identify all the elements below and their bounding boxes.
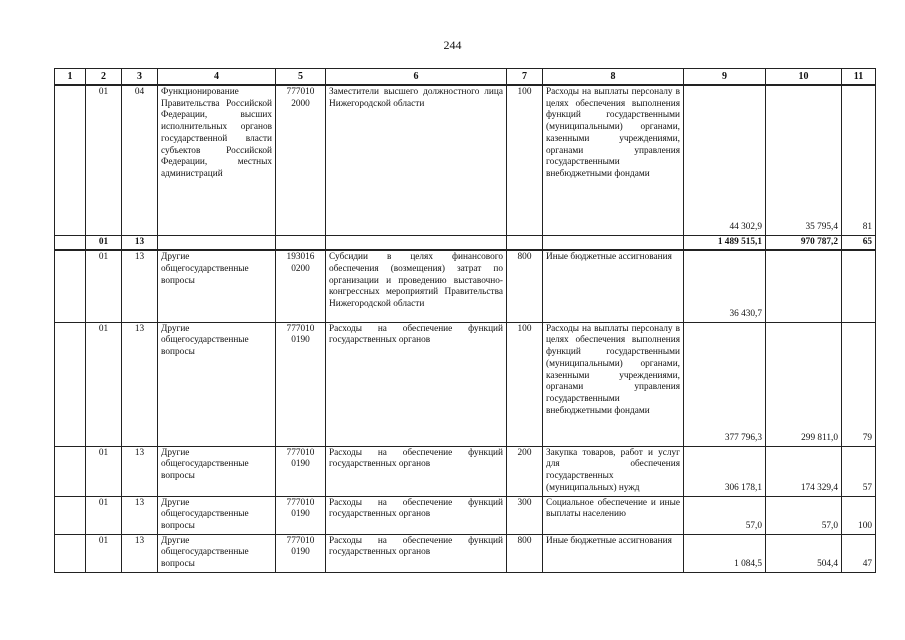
cell-subsection: 13 — [122, 235, 158, 250]
cell-subsection: 13 — [122, 496, 158, 534]
column-header: 6 — [326, 69, 507, 86]
cell-expense-name: Расходы на обеспечение функций государственных органов — [326, 322, 507, 446]
cell-percent: 79 — [842, 322, 876, 446]
cell-expense-type-code: 100 — [507, 85, 543, 235]
cell-section: 01 — [86, 85, 122, 235]
table-row — [55, 534, 876, 572]
cell-expense-name: Расходы на обеспечение функций государственных органов — [326, 534, 507, 572]
cell-subsection: 04 — [122, 85, 158, 235]
cell-expense-type-code: 800 — [507, 534, 543, 572]
cell-expense-type-code: 800 — [507, 250, 543, 322]
column-header: 10 — [766, 69, 842, 86]
cell-section-name: Другие общегосударственные вопросы — [158, 534, 276, 572]
cell-expense-type-code: 200 — [507, 446, 543, 496]
cell-section: 01 — [86, 235, 122, 250]
cell-subsection: 13 — [122, 446, 158, 496]
cell-expense-type-code: 100 — [507, 322, 543, 446]
cell-amount-executed: 174 329,4 — [766, 446, 842, 496]
cell-amount-planned: 377 796,3 — [684, 322, 766, 446]
cell-amount-executed: 299 811,0 — [766, 322, 842, 446]
cell-amount-planned: 57,0 — [684, 496, 766, 534]
cell-col1 — [55, 235, 86, 250]
cell-target-article — [276, 235, 326, 250]
budget-table — [54, 68, 876, 573]
column-header-row — [55, 69, 876, 86]
column-header: 1 — [55, 69, 86, 86]
cell-expense-name: Субсидии в целях финансового обеспечения (возмещения) затрат по организации и проведению выставочно-конгрессных мероприятий Правительства Нижегородской области — [326, 250, 507, 322]
cell-col1 — [55, 496, 86, 534]
cell-target-article: 777010 0190 — [276, 534, 326, 572]
subtotal-row — [55, 235, 876, 250]
cell-expense-name — [326, 235, 507, 250]
cell-target-article: 777010 0190 — [276, 496, 326, 534]
cell-section-name: Другие общегосударственные вопросы — [158, 446, 276, 496]
cell-expense-type-name: Закупка товаров, работ и услуг для обеспечения государственных (муниципальных) нужд — [543, 446, 684, 496]
cell-subsection: 13 — [122, 250, 158, 322]
cell-section-name: Другие общегосударственные вопросы — [158, 322, 276, 446]
column-header: 9 — [684, 69, 766, 86]
cell-amount-planned: 36 430,7 — [684, 250, 766, 322]
cell-subsection: 13 — [122, 322, 158, 446]
column-header: 5 — [276, 69, 326, 86]
cell-amount-executed: 57,0 — [766, 496, 842, 534]
cell-amount-executed: 35 795,4 — [766, 85, 842, 235]
table-row — [55, 250, 876, 322]
cell-section-name — [158, 235, 276, 250]
cell-target-article: 193016 0200 — [276, 250, 326, 322]
table-row — [55, 322, 876, 446]
cell-section: 01 — [86, 496, 122, 534]
cell-col1 — [55, 534, 86, 572]
cell-target-article: 777010 2000 — [276, 85, 326, 235]
cell-target-article: 777010 0190 — [276, 322, 326, 446]
column-header: 2 — [86, 69, 122, 86]
cell-percent: 100 — [842, 496, 876, 534]
cell-expense-type-name: Иные бюджетные ассигнования — [543, 250, 684, 322]
cell-section: 01 — [86, 446, 122, 496]
cell-percent — [842, 250, 876, 322]
cell-expense-name: Расходы на обеспечение функций государственных органов — [326, 446, 507, 496]
cell-expense-type-name: Социальное обеспечение и иные выплаты населению — [543, 496, 684, 534]
column-header: 7 — [507, 69, 543, 86]
cell-section-name: Функционирование Правительства Российской Федерации, высших исполнительных органов государственной власти субъектов Российской Федерации, местных администраций — [158, 85, 276, 235]
cell-percent: 47 — [842, 534, 876, 572]
cell-amount-planned: 306 178,1 — [684, 446, 766, 496]
cell-expense-type-name: Иные бюджетные ассигнования — [543, 534, 684, 572]
table-row — [55, 85, 876, 235]
cell-col1 — [55, 322, 86, 446]
column-header: 8 — [543, 69, 684, 86]
page-number: 244 — [443, 38, 462, 52]
cell-expense-type-code — [507, 235, 543, 250]
cell-subsection: 13 — [122, 534, 158, 572]
cell-amount-planned: 1 084,5 — [684, 534, 766, 572]
cell-expense-type-name — [543, 235, 684, 250]
table-row — [55, 496, 876, 534]
cell-expense-name: Расходы на обеспечение функций государственных органов — [326, 496, 507, 534]
column-header: 11 — [842, 69, 876, 86]
cell-section-name: Другие общегосударственные вопросы — [158, 496, 276, 534]
cell-amount-planned: 44 302,9 — [684, 85, 766, 235]
cell-percent: 81 — [842, 85, 876, 235]
cell-amount-executed — [766, 250, 842, 322]
cell-percent: 65 — [842, 235, 876, 250]
table-row — [55, 446, 876, 496]
cell-amount-planned: 1 489 515,1 — [684, 235, 766, 250]
cell-expense-name: Заместители высшего должностного лица Нижегородской области — [326, 85, 507, 235]
cell-section: 01 — [86, 322, 122, 446]
cell-percent: 57 — [842, 446, 876, 496]
column-header: 4 — [158, 69, 276, 86]
cell-amount-executed: 504,4 — [766, 534, 842, 572]
cell-expense-type-code: 300 — [507, 496, 543, 534]
cell-section-name: Другие общегосударственные вопросы — [158, 250, 276, 322]
cell-expense-type-name: Расходы на выплаты персоналу в целях обеспечения выполнения функций государственными (муниципальными) органами, казенными учреждениями, органами управления государственными внебюджетными фондами — [543, 322, 684, 446]
cell-section: 01 — [86, 534, 122, 572]
cell-amount-executed: 970 787,2 — [766, 235, 842, 250]
cell-expense-type-name: Расходы на выплаты персоналу в целях обеспечения выполнения функций государственными (муниципальными) органами, казенными учреждениями, органами управления государственными внебюджетными фондами — [543, 85, 684, 235]
cell-target-article: 777010 0190 — [276, 446, 326, 496]
cell-section: 01 — [86, 250, 122, 322]
column-header: 3 — [122, 69, 158, 86]
cell-col1 — [55, 85, 86, 235]
cell-col1 — [55, 250, 86, 322]
cell-col1 — [55, 446, 86, 496]
